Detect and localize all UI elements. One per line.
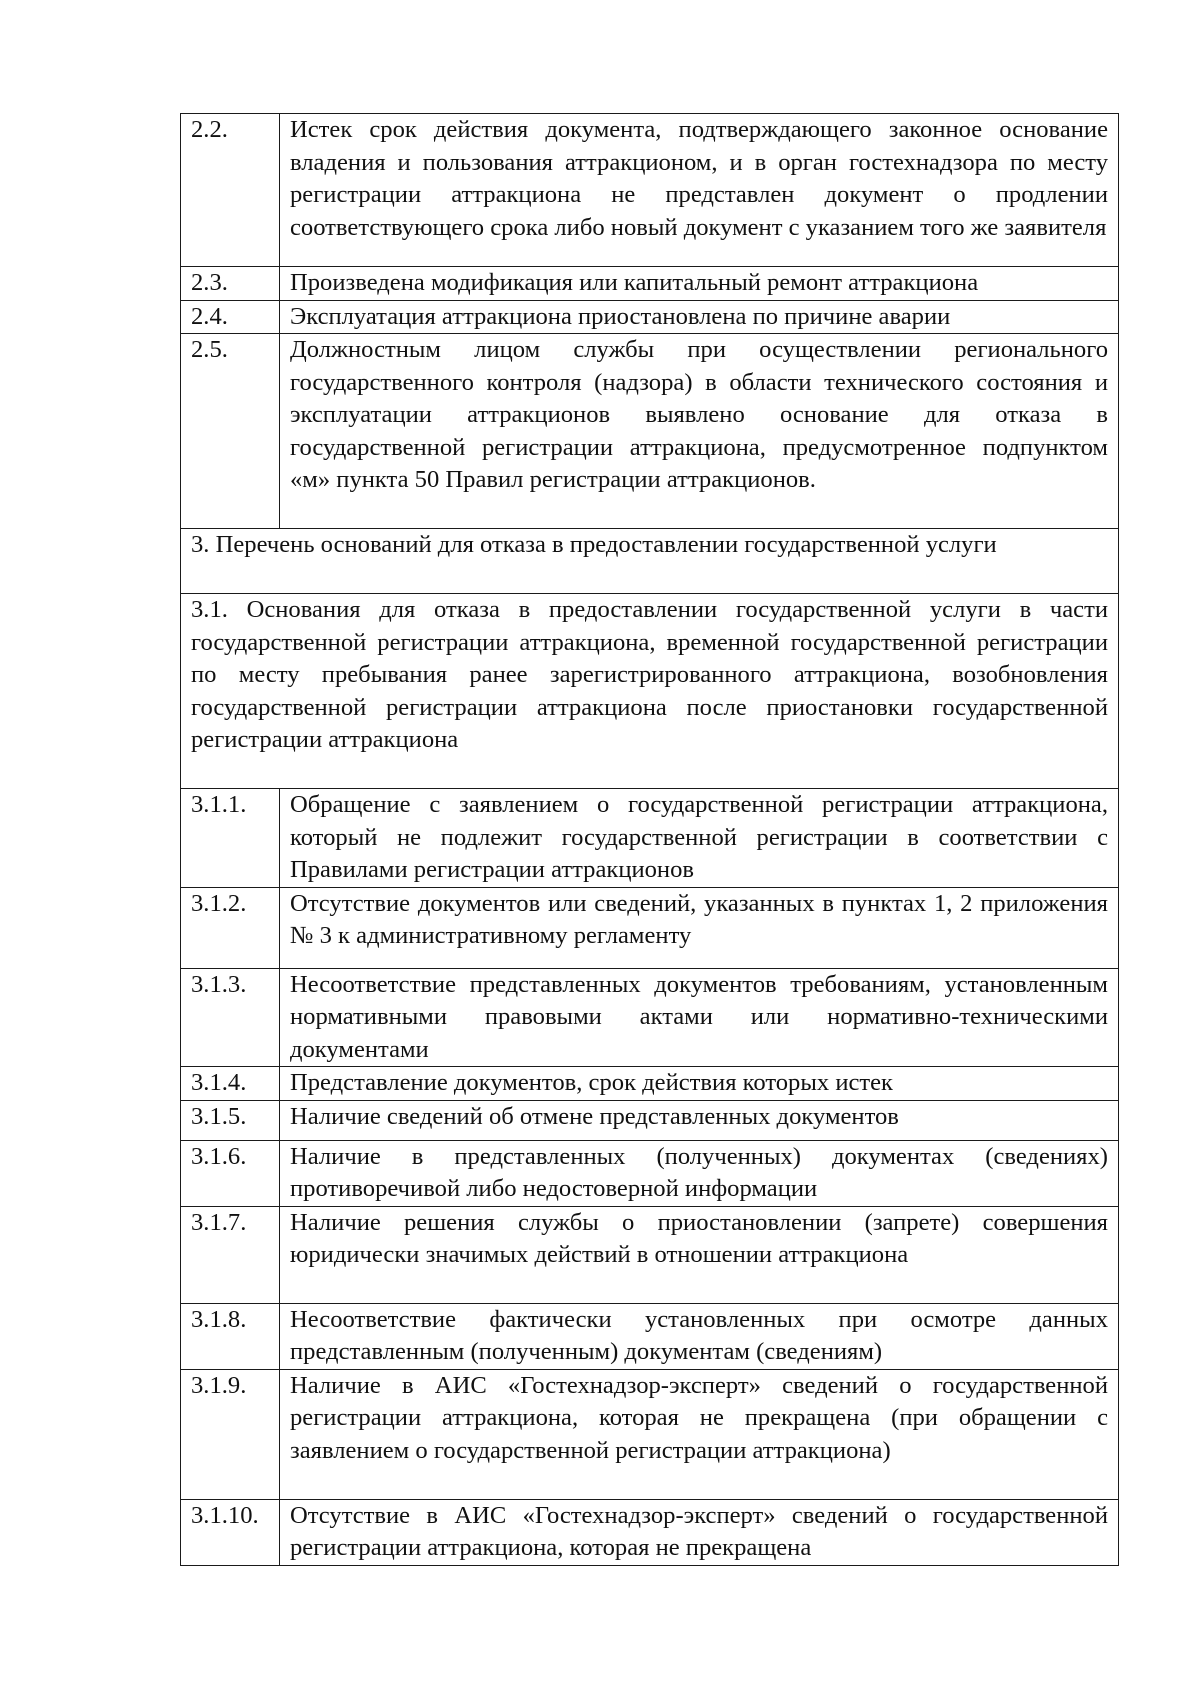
row-number: 2.3. <box>181 267 280 301</box>
subsection-heading: 3.1. Основания для отказа в предоставлении государственной услуги в части государственной регистрации аттракциона, временной государственной регистрации по месту пребывания ранее зарегистрированного аттракциона, возобновления государственной регистрации аттракциона после приостановки государственной регистрации аттракциона <box>181 594 1119 789</box>
row-number: 3.1.8. <box>181 1303 280 1369</box>
row-text: Эксплуатация аттракциона приостановлена по причине аварии <box>280 300 1119 334</box>
row-text: Отсутствие в АИС «Гостехнадзор-эксперт» сведений о государственной регистрации аттракциона, которая не прекращена <box>280 1499 1119 1565</box>
table-row <box>181 1369 1119 1499</box>
table-row <box>181 334 1119 529</box>
table-row <box>181 968 1119 1067</box>
section-heading: 3. Перечень оснований для отказа в предоставлении государственной услуги <box>181 529 1119 594</box>
table-row <box>181 789 1119 888</box>
row-number: 3.1.1. <box>181 789 280 888</box>
row-text: Наличие в АИС «Гостехнадзор-эксперт» сведений о государственной регистрации аттракциона, которая не прекращена (при обращении с заявлением о государственной регистрации аттракциона) <box>280 1369 1119 1499</box>
row-text: Несоответствие фактически установленных при осмотре данных представленным (полученным) документам (сведениям) <box>280 1303 1119 1369</box>
table-row <box>181 1100 1119 1140</box>
row-text: Истек срок действия документа, подтверждающего законное основание владения и пользования аттракционом, и в орган гостехнадзора по месту регистрации аттракциона не представлен документ о продлении соответствующего срока либо новый документ с указанием того же заявителя <box>280 114 1119 267</box>
row-number: 3.1.4. <box>181 1067 280 1101</box>
table-row <box>181 1206 1119 1303</box>
row-number: 3.1.10. <box>181 1499 280 1565</box>
row-text: Наличие решения службы о приостановлении (запрете) совершения юридически значимых действий в отношении аттракциона <box>280 1206 1119 1303</box>
row-number: 3.1.3. <box>181 968 280 1067</box>
table-row <box>181 887 1119 968</box>
row-number: 2.4. <box>181 300 280 334</box>
row-number: 3.1.7. <box>181 1206 280 1303</box>
row-text: Произведена модификация или капитальный ремонт аттракциона <box>280 267 1119 301</box>
table-row <box>181 1140 1119 1206</box>
table-row <box>181 1303 1119 1369</box>
row-text: Обращение с заявлением о государственной регистрации аттракциона, который не подлежит государственной регистрации в соответствии с Правилами регистрации аттракционов <box>280 789 1119 888</box>
row-number: 3.1.5. <box>181 1100 280 1140</box>
table-row <box>181 300 1119 334</box>
row-text: Отсутствие документов или сведений, указанных в пунктах 1, 2 приложения № 3 к административному регламенту <box>280 887 1119 968</box>
row-text: Несоответствие представленных документов требованиям, установленным нормативными правовыми актами или нормативно-техническими документами <box>280 968 1119 1067</box>
table-row <box>181 1499 1119 1565</box>
row-number: 3.1.9. <box>181 1369 280 1499</box>
table-row <box>181 267 1119 301</box>
subsection-heading-row <box>181 594 1119 789</box>
table-row <box>181 114 1119 267</box>
row-text: Представление документов, срок действия которых истек <box>280 1067 1119 1101</box>
row-text: Должностным лицом службы при осуществлении регионального государственного контроля (надзора) в области технического состояния и эксплуатации аттракционов выявлено основание для отказа в государственной регистрации аттракциона, предусмотренное подпунктом «м» пункта 50 Правил регистрации аттракционов. <box>280 334 1119 529</box>
row-number: 2.5. <box>181 334 280 529</box>
table-row <box>181 1067 1119 1101</box>
row-number: 2.2. <box>181 114 280 267</box>
section-heading-row <box>181 529 1119 594</box>
row-number: 3.1.2. <box>181 887 280 968</box>
row-text: Наличие в представленных (полученных) документах (сведениях) противоречивой либо недостоверной информации <box>280 1140 1119 1206</box>
row-number: 3.1.6. <box>181 1140 280 1206</box>
grounds-table <box>180 113 1119 1566</box>
row-text: Наличие сведений об отмене представленных документов <box>280 1100 1119 1140</box>
